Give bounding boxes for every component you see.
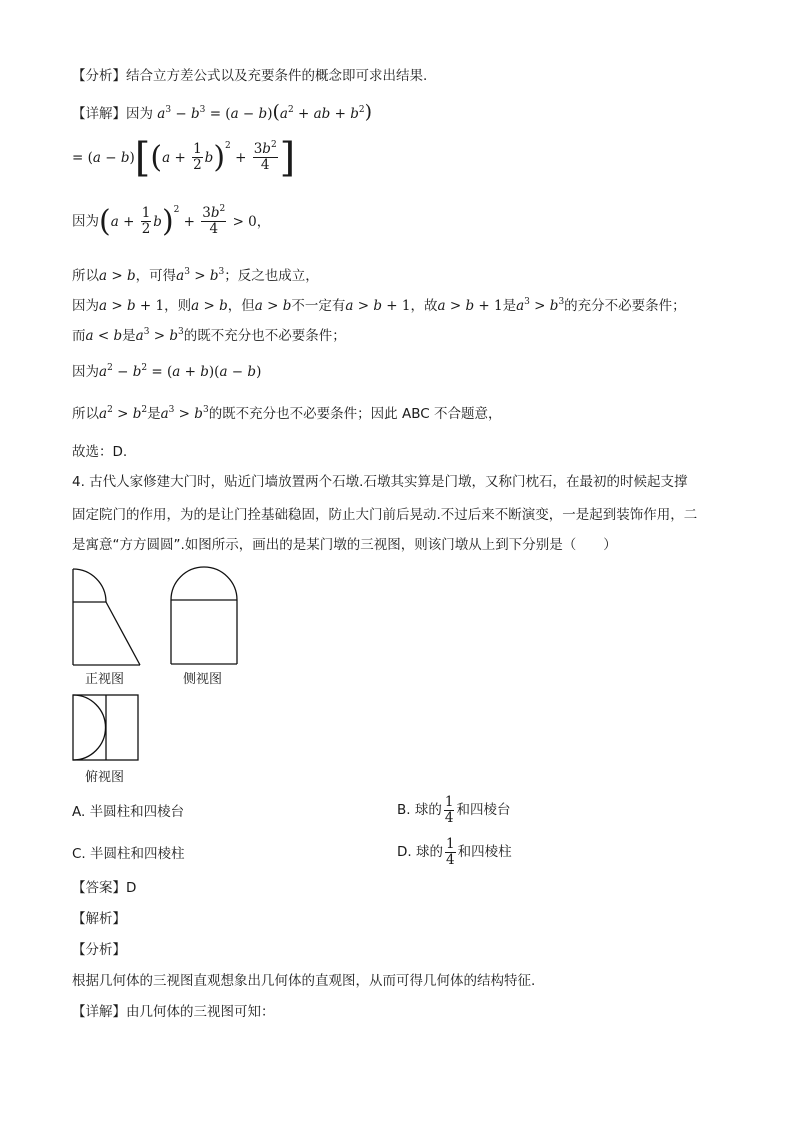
so-line-1: 所以a > b，可得$a^3 > b^3$；反之也成立， [72,267,319,284]
detail2-tag: 【详解】 [72,1004,126,1020]
and-is-label: 是 [122,328,136,344]
side-view-figure [169,566,239,666]
but-label: ，但 [227,298,255,314]
option-b[interactable] [397,790,510,830]
so-label: 所以 [72,268,99,284]
front-view-figure [72,568,142,666]
and-label: 而 [72,328,86,344]
so-label-2: 所以 [72,406,99,422]
question-line-1: 4. 古代人家修建大门时，贴近门墙放置两个石墩.石墩其实算是门墩，又称门枕石，在最初的时候起支撑 [72,474,688,490]
quarter-fraction: $\frac{1}{4}$ [445,835,455,868]
question-line-2: 固定院门的作用，为的是让门拴基础稳固，防止大门前后晃动.不过后来不断演变，一是起到装饰作用，二 [72,507,698,523]
completed-square: = (a − b)[(a + $\frac{1}{2}$ b)$^2$ + $\frac{3b^2}{4}$ ] [72,134,296,181]
option-a[interactable]: A. 半圆柱和四棱台 [72,804,185,820]
not-necessarily-label: 不一定有 [291,298,346,314]
cubic-identity: $a^3 - b^3 = (a - b)(a^2$ + ab + $b^2$) [157,101,373,123]
because-label-3: 因为 [72,364,99,380]
choose-line: 故选：D. [72,444,128,460]
because-line-3: 因为$a^2 - b^2 = (a + b)(a - b)$ [72,363,262,380]
because-line [72,203,271,250]
option-d-pre: D. 球的 [397,844,443,860]
answer-tag: 【答案】 [72,880,126,896]
answer-line [72,878,136,898]
front-view-caption: 正视图 [85,672,125,687]
option-d-post: 和四棱柱 [457,844,512,860]
analysis-line [72,66,427,86]
detail-tag: 【详解】 [72,106,126,122]
so-line-2: 所以$a^2 > b^2$是$a^3 > b^3$的既不充分也不必要条件；因此 ABC 不合题意， [72,405,502,422]
option-c[interactable]: C. 半圆柱和四棱柱 [72,846,185,862]
therefore-label: ，故 [410,298,438,314]
top-view-caption: 俯视图 [85,770,125,785]
analysis2-text: 根据几何体的三视图直观想象出几何体的直观图，从而可得几何体的结构特征. [72,973,536,989]
so-post: ；反之也成立， [224,268,319,284]
side-view-caption: 侧视图 [183,672,223,687]
detail2-text: 由几何体的三视图可知： [126,1004,275,1020]
so2-conclusion: 的既不充分也不必要条件；因此 ABC 不合题意， [208,406,502,422]
analysis2-tag: 【分析】 [72,942,126,958]
and-line: 而a < b是$a^3 > b^3$的既不充分也不必要条件； [72,327,346,344]
neither-label: 的既不充分也不必要条件； [183,328,346,344]
analysis-text: 结合立方差公式以及充要条件的概念即可求出结果. [126,68,428,84]
answer-value: D [126,880,137,896]
detail-line-1 [72,102,372,124]
option-b-post: 和四棱台 [456,802,511,818]
so2-is-label: 是 [147,406,161,422]
detail-line-2 [72,134,296,186]
detail2-line [72,1002,275,1022]
option-b-pre: B. 球的 [397,802,442,818]
sufficient-label: 的充分不必要条件； [564,298,686,314]
then-label: ，则 [164,298,192,314]
question-line-3: 是寓意“方方圆圆”.如图所示，画出的是某门墩的三视图，则该门墩从上到下分别是（ ） [72,537,617,553]
jiexi-line: 【解析】 [72,911,126,927]
quarter-fraction: $\frac{1}{4}$ [444,793,454,826]
detail-lead: 因为 [126,106,153,122]
because-label-2: 因为 [72,298,99,314]
so-mid: ，可得 [135,268,177,284]
analysis-tag: 【分析】 [72,68,126,84]
because-line-2: 因为a > b + 1，则a > b，但a > b不一定有a > b + 1，故a > b + 1是$a^3 > b^3$的充分不必要条件； [72,297,686,314]
top-view-figure [72,694,140,762]
is-label: 是 [502,298,517,314]
because-label: 因为 [72,213,99,230]
positive-expression: (a + $\frac{1}{2}$ b)$^2$ + $\frac{3b^2}{4}$ > 0， [99,203,271,239]
option-d[interactable] [397,832,512,872]
